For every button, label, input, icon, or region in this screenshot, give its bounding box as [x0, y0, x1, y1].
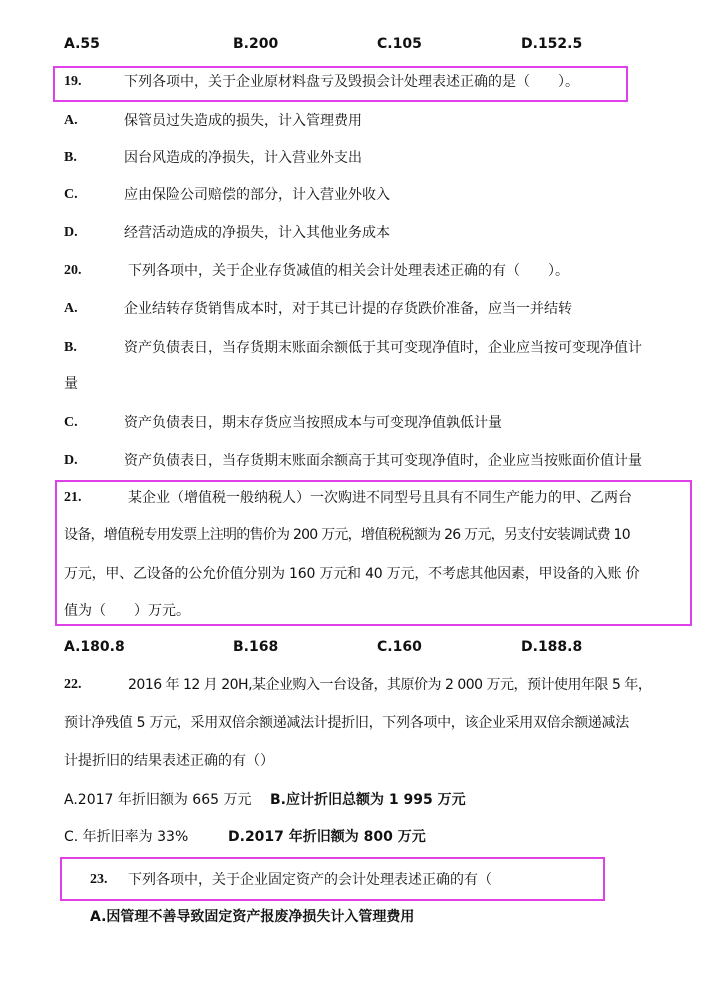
q22-option-d: D.2017 年折旧额为 800 万元 [228, 829, 426, 845]
q20-option-b-text: 资产负债表日，当存货期末账面余额低于其可变现净值时，企业应当按可变现净值计 [124, 340, 642, 356]
q22-option-b: B.应计折旧总额为 1 995 万元 [270, 792, 466, 808]
q20-stem: 下列各项中，关于企业存货减值的相关会计处理表述正确的有（ ）。 [128, 263, 569, 279]
q23-option-a: A.因管理不善导致固定资产报废净损失计入管理费用 [90, 909, 415, 925]
q18-option-b: B.200 [233, 36, 279, 52]
q21-option-d: D.188.8 [521, 639, 583, 655]
q20-option-b-wrap: 量 [64, 376, 78, 392]
q21-line2: 设备，增值税专用发票上注明的售价为 200 万元，增值税税额为 26 万元，另支付安装调试费 10 [64, 527, 630, 543]
q20-number: 20. [64, 263, 82, 278]
q20-option-c-letter: C. [64, 415, 78, 430]
q22-line2: 预计净残值 5 万元，采用双倍余额递减法计提折旧，下列各项中，该企业采用双倍余额递减法 [64, 715, 629, 731]
q21-number: 21. [64, 490, 82, 505]
q23-number: 23. [90, 872, 108, 887]
q21-line3: 万元，甲、乙设备的公允价值分别为 160 万元和 40 万元，不考虑其他因素，甲设备的入账 价 [64, 566, 640, 582]
q18-option-c: C.105 [377, 36, 422, 52]
q18-option-a: A.55 [64, 36, 100, 52]
q19-option-d-letter: D. [64, 225, 78, 240]
q20-option-d-letter: D. [64, 453, 78, 468]
q21-option-c: C.160 [377, 639, 422, 655]
q19-option-c-text: 应由保险公司赔偿的部分，计入营业外收入 [124, 187, 390, 203]
q20-option-d-text: 资产负债表日，当存货期末账面余额高于其可变现净值时，企业应当按账面价值计量 [124, 453, 642, 469]
q22-option-c: C. 年折旧率为 33% [64, 829, 189, 845]
q21-line4: 值为（ ）万元。 [64, 603, 190, 619]
q19-option-b-text: 因台风造成的净损失，计入营业外支出 [124, 150, 362, 166]
q21-line1: 某企业（增值税一般纳税人）一次购进不同型号且具有不同生产能力的甲、乙两台 [128, 490, 632, 506]
q19-option-c-letter: C. [64, 187, 78, 202]
q22-option-a: A.2017 年折旧额为 665 万元 [64, 792, 252, 808]
q20-option-a-letter: A. [64, 301, 78, 316]
q22-number: 22. [64, 677, 82, 692]
q19-stem: 下列各项中，关于企业原材料盘亏及毁损会计处理表述正确的是（ ）。 [124, 74, 579, 90]
q20-option-b-letter: B. [64, 340, 77, 355]
q19-option-b-letter: B. [64, 150, 77, 165]
q22-line1: 2016 年 12 月 20H,某企业购入一台设备，其原价为 2 000 万元，预计使用年限 5 年， [128, 677, 652, 693]
q22-line3: 计提折旧的结果表述正确的有（） [64, 753, 274, 769]
q21-option-a: A.180.8 [64, 639, 125, 655]
q23-stem: 下列各项中，关于企业固定资产的会计处理表述正确的有（ [128, 872, 492, 888]
q21-option-b: B.168 [233, 639, 279, 655]
q20-option-a-text: 企业结转存货销售成本时，对于其已计提的存货跌价准备，应当一并结转 [124, 301, 572, 317]
q18-option-d: D.152.5 [521, 36, 583, 52]
q20-option-c-text: 资产负债表日，期末存货应当按照成本与可变现净值孰低计量 [124, 415, 502, 431]
q19-number: 19. [64, 74, 82, 89]
q19-option-d-text: 经营活动造成的净损失，计入其他业务成本 [124, 225, 390, 241]
q19-option-a-text: 保管员过失造成的损失，计入管理费用 [124, 113, 362, 129]
q19-option-a-letter: A. [64, 113, 78, 128]
